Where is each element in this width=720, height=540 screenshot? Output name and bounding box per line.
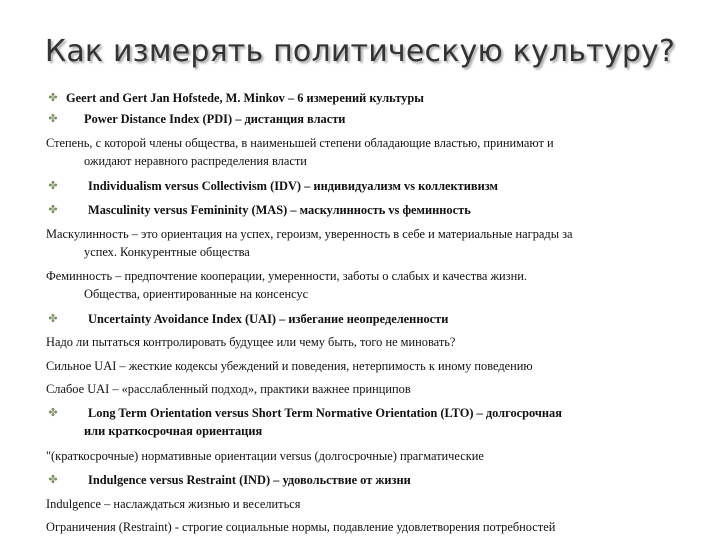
uai-question: Надо ли пытаться контролировать будущее или чему быть, того не миновать?: [46, 335, 456, 349]
pdi-description-cont: ожидают неравного распределения власти: [84, 154, 307, 168]
uai-heading: Uncertainty Avoidance Index (UAI) – избегание неопределенности: [88, 312, 449, 326]
bullet-icon: ✤: [48, 313, 58, 325]
bullet-icon: ✤: [48, 180, 58, 192]
hofstede-dimensions-heading: Geert and Gert Jan Hofstede, M. Minkov – 6 измерений культуры: [66, 91, 424, 105]
lto-description: "(краткосрочные) нормативные ориентации versus (долгосрочные) прагматические: [46, 449, 484, 463]
bullet-icon: ✤: [48, 92, 58, 104]
lto-heading-cont: или краткосрочная ориентация: [84, 424, 263, 438]
bullet-icon: ✤: [48, 113, 58, 125]
masculinity-description-cont: успех. Конкурентные общества: [84, 245, 250, 259]
pdi-description: Степень, с которой члены общества, в наименьшей степени обладающие властью, принимают и: [46, 136, 554, 150]
idv-heading: Individualism versus Collectivism (IDV) – индивидуализм vs коллективизм: [88, 179, 498, 193]
bullet-icon: ✤: [48, 204, 58, 216]
femininity-description: Феминность – предпочтение кооперации, умеренности, заботы о слабых и качества жизни.: [46, 269, 527, 283]
ind-heading: Indulgence versus Restraint (IND) – удовольствие от жизни: [88, 473, 411, 487]
bullet-icon: ✤: [48, 407, 58, 419]
restraint-description: Ограничения (Restraint) - строгие социальные нормы, подавление удовлетворения потребностей: [46, 520, 556, 534]
slide-title: Как измерять политическую культуру?: [44, 34, 676, 69]
femininity-description-cont: Общества, ориентированные на консенсус: [84, 287, 309, 301]
indulgence-description: Indulgence – наслаждаться жизнью и веселиться: [46, 497, 301, 511]
mas-heading: Masculinity versus Femininity (MAS) – маскулинность vs феминность: [88, 203, 471, 217]
lto-heading: Long Term Orientation versus Short Term Normative Orientation (LTO) – долгосрочная: [88, 406, 562, 420]
pdi-heading: Power Distance Index (PDI) – дистанция власти: [84, 112, 346, 126]
masculinity-description: Маскулинность – это ориентация на успех, героизм, уверенность в себе и материальные награды за: [46, 227, 573, 241]
bullet-icon: ✤: [48, 474, 58, 486]
strong-uai: Сильное UAI – жесткие кодексы убеждений и поведения, нетерпимость к иному поведению: [46, 359, 533, 373]
weak-uai: Слабое UAI – «расслабленный подход», практики важнее принципов: [46, 382, 411, 396]
